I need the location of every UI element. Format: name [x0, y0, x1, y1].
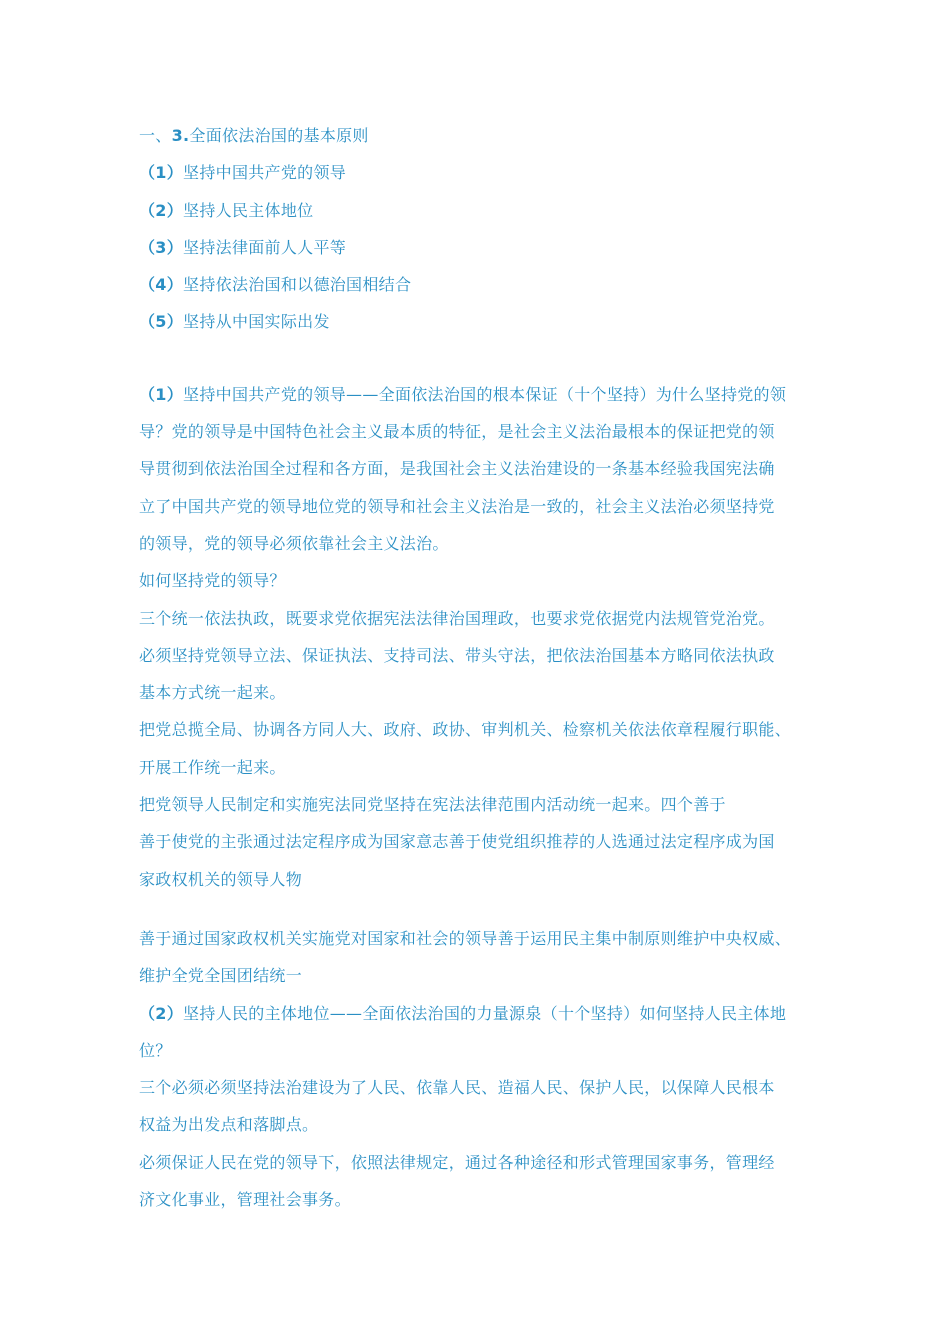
principle-item — [139, 154, 819, 191]
principle-number: （3） — [139, 237, 184, 257]
section-heading — [139, 117, 819, 154]
heading-prefix: 一、 — [139, 126, 172, 145]
paragraph-line: 家政权机关的领导人物 — [139, 869, 303, 889]
principle-number: （1） — [139, 163, 184, 183]
section1-line: 立了中国共产党的领导地位党的领导和社会主义法治是一致的，社会主义法治必须坚持党 — [139, 496, 775, 516]
paragraph-line: 维护全党全国团结统一 — [139, 966, 303, 986]
section2-number: （2） — [139, 1003, 184, 1023]
principle-number: （4） — [139, 275, 184, 295]
principle-item — [139, 303, 819, 340]
paragraph-line: 三个统一依法执政，既要求党依据宪法法律治国理政，也要求党依据党内法规管党治党。 — [139, 608, 775, 628]
paragraph-line: 把党领导人民制定和实施宪法同党坚持在宪法法律范围内活动统一起来。四个善于 — [139, 795, 726, 815]
blank-line — [139, 898, 819, 920]
paragraph-line: 三个必须必须坚持法治建设为了人民、依靠人民、造福人民、保护人民，以保障人民根本 — [139, 1078, 775, 1098]
heading-text: 全面依法治国的基本原则 — [189, 126, 369, 145]
principle-number: （5） — [139, 312, 184, 332]
section2-line — [139, 995, 819, 1032]
paragraph-line: 善于使党的主张通过法定程序成为国家意志善于使党组织推荐的人选通过法定程序成为国 — [139, 832, 775, 852]
principle-item — [139, 192, 819, 229]
section1-line: 导贯彻到依法治国全过程和各方面，是我国社会主义法治建设的一条基本经验我国宪法确 — [139, 459, 775, 479]
paragraph-line: 必须坚持党领导立法、保证执法、支持司法、带头守法，把依法治国基本方略同依法执政 — [139, 645, 775, 665]
paragraph-line: 把党总揽全局、协调各方同人大、政府、政协、审判机关、检察机关依法依章程履行职能、 — [139, 720, 792, 740]
section1-number: （1） — [139, 384, 184, 404]
principle-item — [139, 266, 819, 303]
paragraph-line: 基本方式统一起来。 — [139, 683, 286, 703]
section2-line: 位？ — [139, 1040, 172, 1060]
section1-line — [139, 376, 819, 413]
principle-text: 坚持法律面前人人平等 — [183, 237, 347, 257]
section1-line: 的领导，党的领导必须依靠社会主义法治。 — [139, 533, 449, 553]
paragraph-line: 必须保证人民在党的领导下，依照法律规定，通过各种途径和形式管理国家事务，管理经 — [139, 1152, 775, 1172]
principle-text: 坚持从中国实际出发 — [183, 312, 330, 332]
principle-number: （2） — [139, 200, 184, 220]
blank-line — [139, 341, 819, 376]
document-body — [139, 117, 819, 1218]
paragraph-line: 开展工作统一起来。 — [139, 757, 286, 777]
principle-text: 坚持中国共产党的领导 — [183, 163, 347, 183]
paragraph-line: 济文化事业，管理社会事务。 — [139, 1190, 351, 1210]
section2-text: 坚持人民的主体地位——全面依法治国的力量源泉（十个坚持）如何坚持人民主体地 — [183, 1003, 787, 1023]
how-question: 如何坚持党的领导？ — [139, 571, 286, 591]
heading-number: 3. — [171, 126, 190, 145]
paragraph-line: 善于通过国家政权机关实施党对国家和社会的领导善于运用民主集中制原则维护中央权威、 — [139, 928, 792, 948]
principle-text: 坚持人民主体地位 — [183, 200, 314, 220]
paragraph-line: 权益为出发点和落脚点。 — [139, 1115, 319, 1135]
principle-item — [139, 229, 819, 266]
section1-line: 导？党的领导是中国特色社会主义最本质的特征，是社会主义法治最根本的保证把党的领 — [139, 422, 775, 442]
section1-text: 坚持中国共产党的领导——全面依法治国的根本保证（十个坚持）为什么坚持党的领 — [183, 384, 787, 404]
principle-text: 坚持依法治国和以德治国相结合 — [183, 275, 412, 295]
